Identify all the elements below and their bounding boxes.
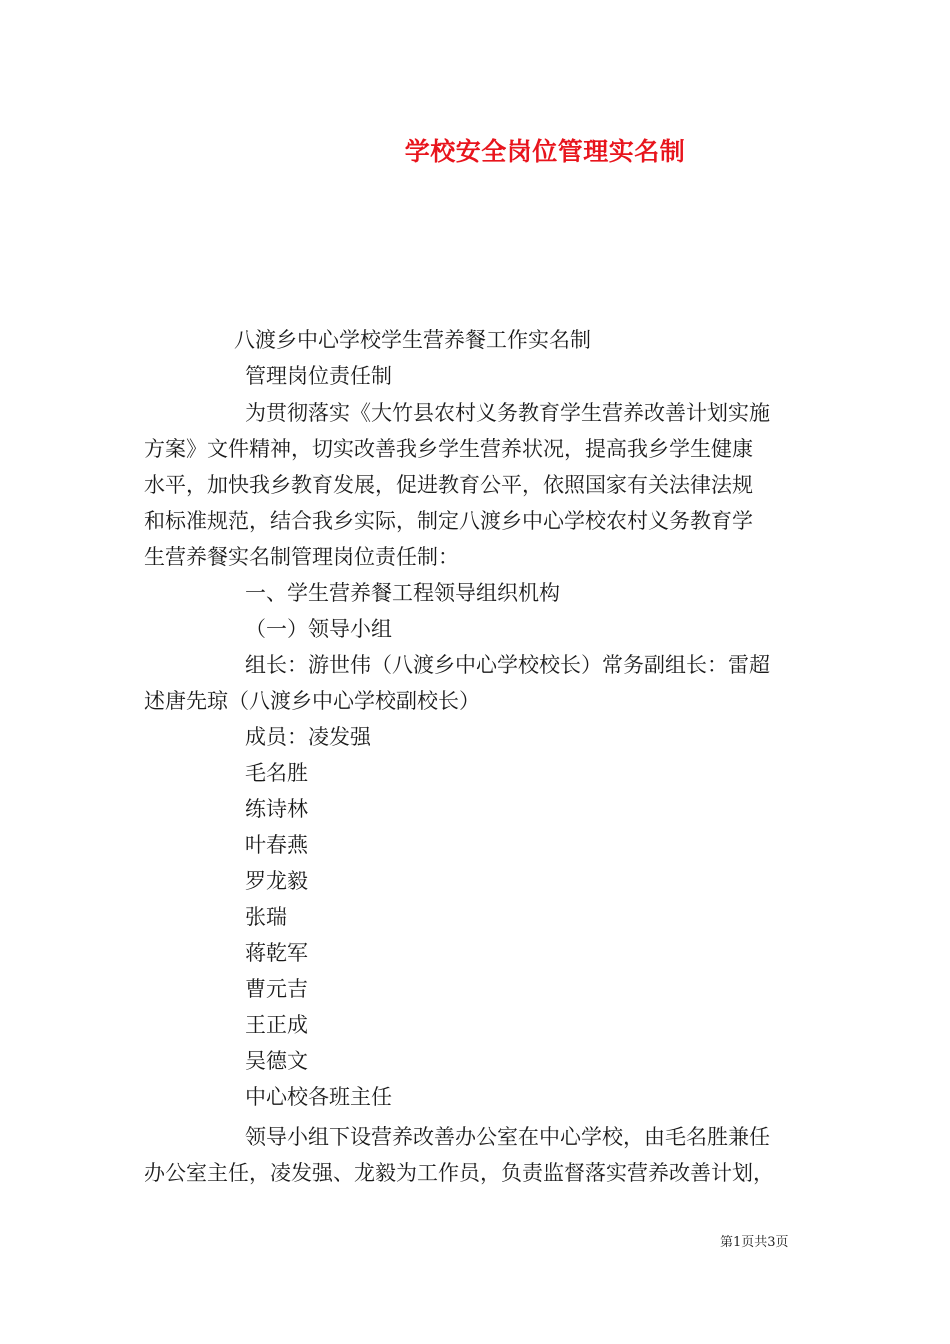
paragraph-line: 和标准规范，结合我乡实际，制定八渡乡中心学校农村义务教育学 (144, 509, 753, 533)
member-line: 蒋乾军 (245, 941, 308, 965)
member-line: 张瑞 (245, 905, 287, 929)
paragraph-line: 生营养餐实名制管理岗位责任制： (144, 545, 459, 569)
paragraph-line: 办公室主任，凌发强、龙毅为工作员，负责监督落实营养改善计划， (144, 1161, 774, 1185)
subtitle-line-1: 八渡乡中心学校学生营养餐工作实名制 (234, 328, 591, 352)
subtitle-line-2: 管理岗位责任制 (245, 364, 392, 388)
document-title: 学校安全岗位管理实名制 (404, 137, 686, 166)
member-line: 吴德文 (245, 1049, 308, 1073)
member-line: 成员：凌发强 (245, 725, 371, 749)
section-heading: 一、学生营养餐工程领导组织机构 (245, 581, 560, 605)
member-line: 罗龙毅 (245, 869, 308, 893)
page-number: 第1页共3页 (720, 1235, 789, 1250)
member-line: 毛名胜 (245, 761, 308, 785)
paragraph-line: 述唐先琼（八渡乡中心学校副校长） (144, 689, 480, 713)
paragraph-line: 水平，加快我乡教育发展，促进教育公平，依照国家有关法律法规 (144, 473, 753, 497)
member-line: 叶春燕 (245, 833, 308, 857)
subsection-heading: （一）领导小组 (245, 617, 392, 641)
paragraph-line: 领导小组下设营养改善办公室在中心学校，由毛名胜兼任 (245, 1125, 770, 1149)
member-line: 王正成 (245, 1013, 308, 1037)
paragraph-line: 组长：游世伟（八渡乡中心学校校长）常务副组长：雷超 (245, 653, 770, 677)
member-line: 曹元吉 (245, 977, 308, 1001)
member-line: 练诗林 (245, 797, 308, 821)
paragraph-line: 方案》文件精神，切实改善我乡学生营养状况，提高我乡学生健康 (144, 437, 753, 461)
paragraph-line: 为贯彻落实《大竹县农村义务教育学生营养改善计划实施 (245, 401, 770, 425)
member-line: 中心校各班主任 (245, 1085, 392, 1109)
